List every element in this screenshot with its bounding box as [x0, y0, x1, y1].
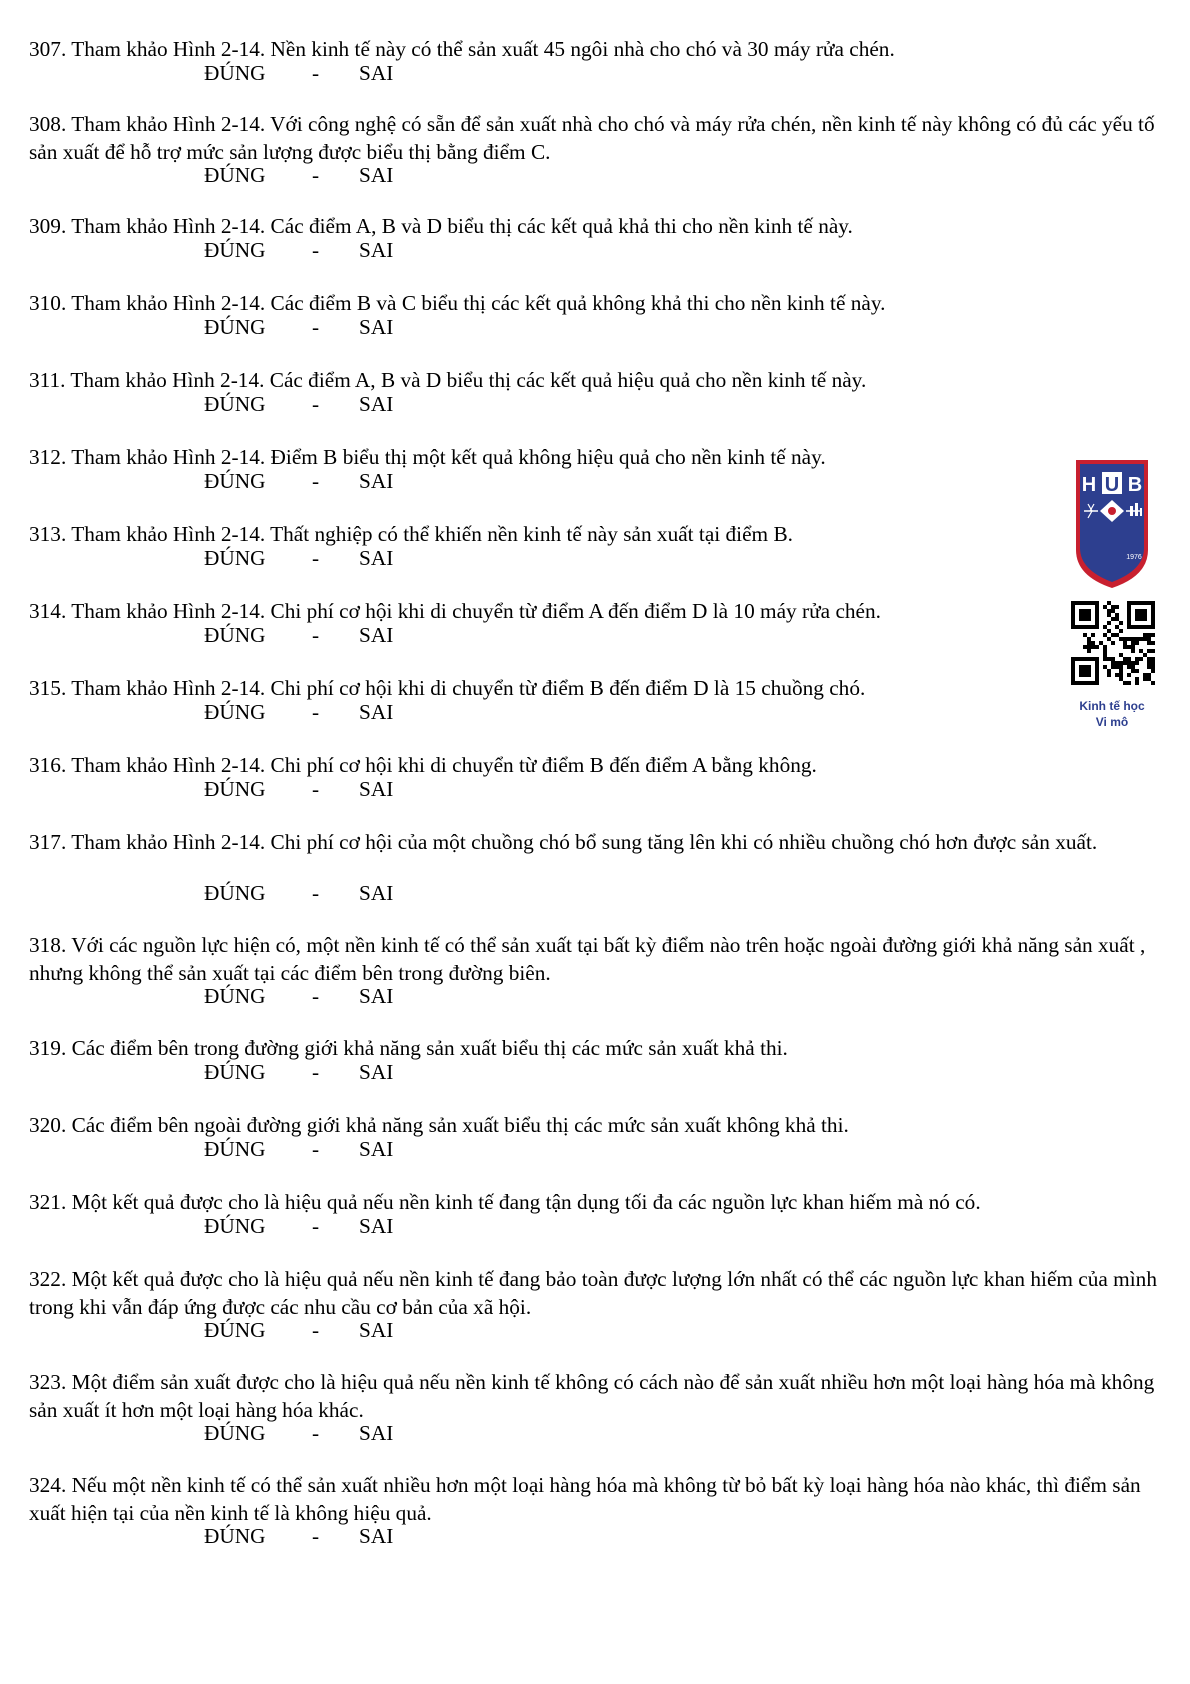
answer-true[interactable]: ĐÚNG	[204, 61, 266, 85]
caption-line-1: Kinh tế học	[1079, 699, 1145, 713]
answer-separator: -	[312, 469, 320, 493]
answer-true[interactable]: ĐÚNG	[204, 1060, 266, 1084]
answer-options	[204, 698, 393, 726]
answer-true[interactable]: ĐÚNG	[204, 623, 266, 647]
question-item	[29, 289, 1169, 339]
answer-false[interactable]: SAI	[359, 1060, 394, 1084]
answer-true[interactable]: ĐÚNG	[204, 700, 266, 724]
answer-true[interactable]: ĐÚNG	[204, 392, 266, 416]
question-text: 312. Tham khảo Hình 2-14. Điểm B biểu thị một kết quả không hiệu quả cho nền kinh tế này.	[29, 445, 826, 469]
answer-options	[204, 1058, 393, 1086]
question-text: 319. Các điểm bên trong đường giới khả năng sản xuất biểu thị các mức sản xuất khả thi.	[29, 1036, 788, 1060]
question-text: 313. Tham khảo Hình 2-14. Thất nghiệp có thể khiến nền kinh tế này sản xuất tại điểm B.	[29, 522, 793, 546]
answer-true[interactable]: ĐÚNG	[204, 315, 266, 339]
answer-options	[204, 1212, 393, 1240]
question-item	[29, 931, 1169, 1008]
question-text: 308. Tham khảo Hình 2-14. Với công nghệ có sẵn để sản xuất nhà cho chó và máy rửa chén, nền kinh tế này không có đủ các yếu tố sản xuất để hỗ trợ mức sản lượng được biểu thị bằng điểm C.	[29, 112, 1155, 164]
answer-options	[204, 1522, 393, 1550]
answer-separator: -	[312, 315, 320, 339]
answer-true[interactable]: ĐÚNG	[204, 1318, 266, 1342]
answer-false[interactable]: SAI	[359, 61, 394, 85]
answer-true[interactable]: ĐÚNG	[204, 546, 266, 570]
answer-false[interactable]: SAI	[359, 623, 394, 647]
question-item	[29, 828, 1169, 905]
answer-options	[204, 775, 393, 803]
answer-options	[204, 1419, 393, 1447]
answer-separator: -	[312, 392, 320, 416]
answer-separator: -	[312, 1137, 320, 1161]
answer-false[interactable]: SAI	[359, 163, 394, 187]
question-item	[29, 212, 1169, 262]
question-text: 321. Một kết quả được cho là hiệu quả nếu nền kinh tế đang tận dụng tối đa các nguồn lực khan hiếm mà nó có.	[29, 1190, 981, 1214]
answer-true[interactable]: ĐÚNG	[204, 163, 266, 187]
answer-options	[204, 621, 393, 649]
answer-separator: -	[312, 1318, 320, 1342]
answer-separator: -	[312, 1524, 320, 1548]
answer-false[interactable]: SAI	[359, 881, 394, 905]
question-item	[29, 1111, 1169, 1161]
question-item	[29, 1188, 1169, 1238]
answer-true[interactable]: ĐÚNG	[204, 469, 266, 493]
hub-logo	[1074, 458, 1150, 590]
question-item	[29, 1265, 1169, 1342]
logo-letter-h: H	[1081, 474, 1097, 496]
answer-options	[204, 161, 393, 189]
question-text: 310. Tham khảo Hình 2-14. Các điểm B và C biểu thị các kết quả không khả thi cho nền kinh tế này.	[29, 291, 886, 315]
question-item	[29, 1471, 1169, 1548]
question-item	[29, 366, 1169, 416]
answer-separator: -	[312, 623, 320, 647]
answer-options	[204, 544, 393, 572]
answer-true[interactable]: ĐÚNG	[204, 777, 266, 801]
answer-false[interactable]: SAI	[359, 1214, 394, 1238]
answer-separator: -	[312, 163, 320, 187]
answer-options	[204, 1316, 393, 1344]
question-text: 314. Tham khảo Hình 2-14. Chi phí cơ hội khi di chuyển từ điểm A đến điểm D là 10 máy rửa chén.	[29, 599, 881, 623]
question-item	[29, 110, 1169, 187]
answer-false[interactable]: SAI	[359, 1524, 394, 1548]
logo-letter-b: B	[1127, 474, 1143, 496]
question-text: 324. Nếu một nền kinh tế có thể sản xuất nhiều hơn một loại hàng hóa mà không từ bỏ bất kỳ loại hàng hóa nào khác, thì điểm sản xuất hiện tại của nền kinh tế là không hiệu quả.	[29, 1473, 1141, 1525]
answer-true[interactable]: ĐÚNG	[204, 984, 266, 1008]
logo-letter-u: U	[1104, 474, 1120, 496]
answer-options	[204, 1135, 393, 1163]
answer-false[interactable]: SAI	[359, 546, 394, 570]
answer-false[interactable]: SAI	[359, 700, 394, 724]
logo-year: 1976	[1126, 554, 1142, 561]
question-text: 318. Với các nguồn lực hiện có, một nền kinh tế có thể sản xuất tại bất kỳ điểm nào trên hoặc ngoài đường giới khả năng sản xuất , nhưng không thể sản xuất tại các điểm bên trong đường biên.	[29, 933, 1146, 985]
answer-separator: -	[312, 984, 320, 1008]
answer-true[interactable]: ĐÚNG	[204, 881, 266, 905]
answer-false[interactable]: SAI	[359, 1318, 394, 1342]
sidebar-caption	[1062, 698, 1162, 730]
answer-false[interactable]: SAI	[359, 777, 394, 801]
answer-false[interactable]: SAI	[359, 1421, 394, 1445]
question-text: 309. Tham khảo Hình 2-14. Các điểm A, B và D biểu thị các kết quả khả thi cho nền kinh tế này.	[29, 214, 853, 238]
answer-options	[204, 390, 393, 418]
question-item	[29, 1368, 1169, 1445]
answer-true[interactable]: ĐÚNG	[204, 1524, 266, 1548]
answer-false[interactable]: SAI	[359, 315, 394, 339]
answer-true[interactable]: ĐÚNG	[204, 1137, 266, 1161]
question-item	[29, 1034, 1169, 1084]
question-item	[29, 443, 1169, 493]
answer-separator: -	[312, 546, 320, 570]
answer-false[interactable]: SAI	[359, 469, 394, 493]
answer-options	[204, 236, 393, 264]
answer-options	[204, 982, 393, 1010]
question-text: 315. Tham khảo Hình 2-14. Chi phí cơ hội khi di chuyển từ điểm B đến điểm D là 15 chuồng chó.	[29, 676, 866, 700]
qr-code-icon	[1071, 601, 1155, 685]
question-item	[29, 751, 1169, 801]
answer-separator: -	[312, 1214, 320, 1238]
question-item	[29, 597, 1169, 647]
answer-false[interactable]: SAI	[359, 984, 394, 1008]
answer-separator: -	[312, 1421, 320, 1445]
answer-false[interactable]: SAI	[359, 1137, 394, 1161]
answer-separator: -	[312, 61, 320, 85]
answer-options	[204, 467, 393, 495]
answer-separator: -	[312, 700, 320, 724]
caption-line-2: Vi mô	[1095, 715, 1129, 729]
answer-separator: -	[312, 238, 320, 262]
question-text: 317. Tham khảo Hình 2-14. Chi phí cơ hội của một chuồng chó bổ sung tăng lên khi có nhiều chuồng chó hơn được sản xuất.	[29, 830, 1098, 854]
answer-options	[204, 59, 393, 87]
question-text: 316. Tham khảo Hình 2-14. Chi phí cơ hội khi di chuyển từ điểm B đến điểm A bằng không.	[29, 753, 817, 777]
answer-false[interactable]: SAI	[359, 392, 394, 416]
question-text: 307. Tham khảo Hình 2-14. Nền kinh tế này có thể sản xuất 45 ngôi nhà cho chó và 30 máy rửa chén.	[29, 37, 895, 61]
question-text: 311. Tham khảo Hình 2-14. Các điểm A, B và D biểu thị các kết quả hiệu quả cho nền kinh tế này.	[29, 368, 867, 392]
question-text: 320. Các điểm bên ngoài đường giới khả năng sản xuất biểu thị các mức sản xuất không khả thi.	[29, 1113, 849, 1137]
question-text: 322. Một kết quả được cho là hiệu quả nếu nền kinh tế đang bảo toàn được lượng lớn nhất có thể các nguồn lực khan hiếm của mình trong khi vẫn đáp ứng được các nhu cầu cơ bản của xã hội.	[29, 1267, 1157, 1319]
answer-separator: -	[312, 881, 320, 905]
answer-separator: -	[312, 1060, 320, 1084]
answer-true[interactable]: ĐÚNG	[204, 1421, 266, 1445]
answer-options	[204, 313, 393, 341]
question-item	[29, 35, 1169, 85]
answer-false[interactable]: SAI	[359, 238, 394, 262]
answer-true[interactable]: ĐÚNG	[204, 238, 266, 262]
answer-options	[204, 879, 393, 907]
answer-true[interactable]: ĐÚNG	[204, 1214, 266, 1238]
question-text: 323. Một điểm sản xuất được cho là hiệu quả nếu nền kinh tế không có cách nào để sản xuất nhiều hơn một loại hàng hóa mà không sản xuất ít hơn một loại hàng hóa khác.	[29, 1370, 1155, 1422]
answer-separator: -	[312, 777, 320, 801]
